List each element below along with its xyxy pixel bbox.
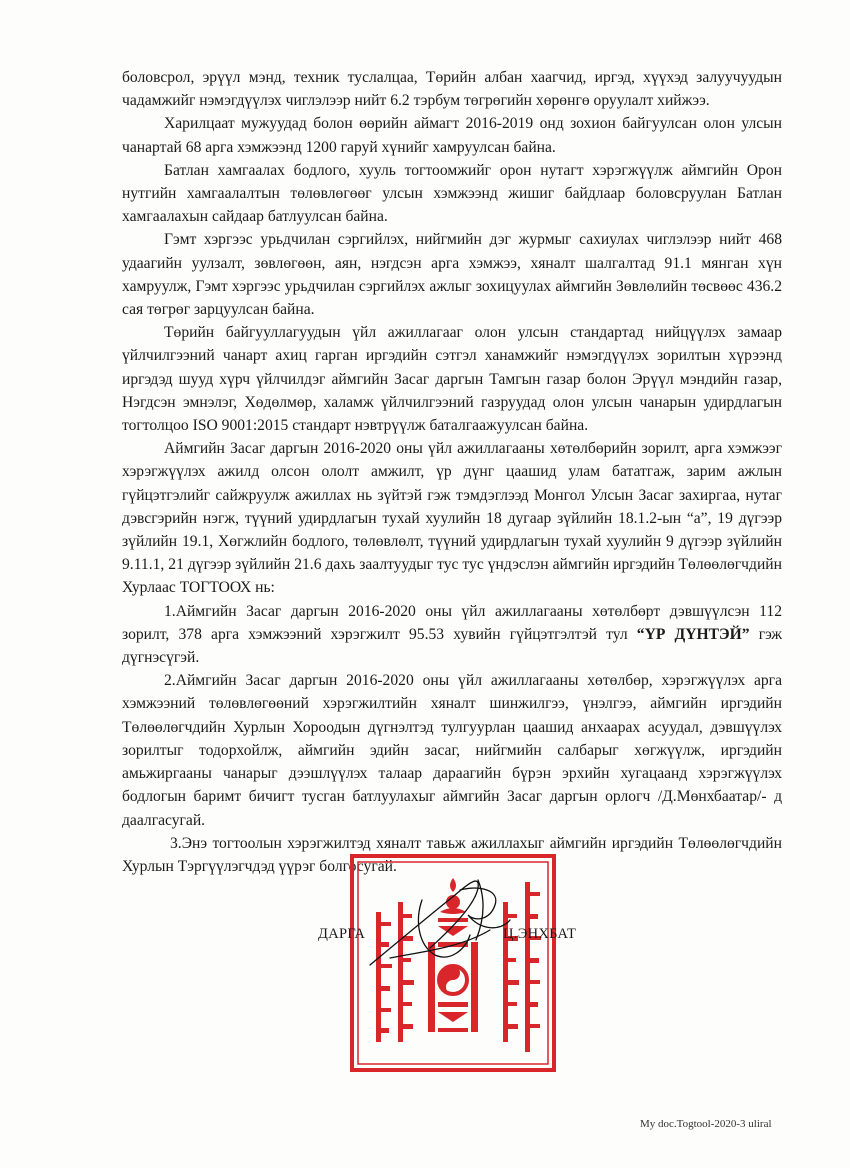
- handwritten-signature-icon: [360, 860, 520, 980]
- paragraph-3: Батлан хамгаалах бодлого, хууль тогтоомжийг орон нутагт хэрэгжүүлж аймгийн Орон нутгийн хамгаалалтын төлөвлөгөөг улсын хэмжээнд жишиг байдлаар боловсруулан Батлан хамгаалахын сайдаар батлуулсан байна.: [122, 161, 782, 226]
- signatory-name: Ц.ЭНХБАТ: [503, 926, 577, 942]
- paragraph-4: Гэмт хэргээс урьдчилан сэргийлэх, нийгмийн дэг журмыг сахиулах чиглэлээр нийт 468 удаагийн уулзалт, зөвлөгөөн, аян, нэгдсэн арга хэмжээ, хяналт шалгалтад 91.1 мянган хүн хамруулж, Гэмт хэргээс урьдчилан сэргийлэх ажлыг зохицуулах аймгийн Зөвлөлийн төсвөөс 436.2 сая төгрөг зарцуулсан байна.: [122, 231, 782, 319]
- paragraph-5: Төрийн байгууллагуудын үйл ажиллагааг олон улсын стандартад нийцүүлэх замаар үйлчилгээний чанарт ахиц гарган иргэдийн сэтгэл ханамжийг нэмэгдүүлэх зорилтын хүрээнд иргэдэд шууд хүрч үйлчилдэг аймгийн Засаг даргын Тамгын газар болон Эрүүл мэндийн газар, Нэгдсэн эмнэлэг, Хөдөлмөр, халамж үйлчилгээний газруудад олон улсын чанарын удирдлагын тогтолцоо ISO 9001:2015 стандарт нэвтрүүлж баталгаажуулсан байна.: [122, 324, 782, 435]
- item-1-tail: гэж дүгнэсүгэй.: [122, 625, 782, 667]
- item-1-verdict: “ҮР ДҮНТЭЙ”: [636, 625, 750, 643]
- paragraph-6: Аймгийн Засаг даргын 2016-2020 оны үйл ажиллагааны хөтөлбөрийн зорилт, арга хэмжээг хэрэгжүүлэх ажилд олсон ололт амжилт, үр дүнг цаашид улам бататгаж, зарим ажлын гүйцэтгэлийг сайжруулж ажиллах нь зүйтэй гэж тэмдэглээд Монгол Улсын Засаг захиргаа, нутаг дэвсгэрийн нэгж, түүний удирдлагын тухай хуулийн 18 дугаар зүйлийн 18.1.2-ын “а”, 19 дүгээр зүйлийн 19.1, Хөгжлийн бодлого, төлөвлөлт, түүний удирдлагын тухай хуулийн 9 дүгээр зүйлийн 9.11.1, 21 дүгээр зүйлийн 21.6 дахь заалтуудыг тус тус үндэслэн аймгийн иргэдийн Төлөөлөгчдийн Хурлаас ТОГТООХ нь:: [122, 440, 782, 597]
- paragraph-2: Харилцаат мужуудад болон өөрийн аймагт 2016-2019 онд зохион байгуулсан олон улсын чанартай 68 арга хэмжээнд 1200 гаруй хүнийг хамруулсан байна.: [122, 115, 782, 156]
- paragraph-1: боловсрол, эрүүл мэнд, техник туслалцаа, Төрийн албан хаагчид, иргэд, хүүхэд залуучуудын чадамжийг нэмэгдүүлэх чиглэлээр нийт 6.2 тэрбум төгрөгийн хөрөнгө оруулалт хийжээ.: [122, 69, 782, 110]
- signatory-title: ДАРГА: [318, 926, 366, 942]
- resolution-item-3: 3.Энэ тогтоолын хэрэгжилтэд хяналт тавьж ажиллахыг аймгийн иргэдийн Төлөөлөгчдийн Хурлын Тэргүүлэгчдэд үүрэг болгосугай.: [122, 834, 782, 875]
- footer-file-reference: My doc.Togtool-2020-3 uliral: [640, 1118, 772, 1130]
- resolution-item-1: [122, 600, 782, 670]
- document-body: [122, 66, 782, 878]
- resolution-item-2: 2.Аймгийн Засаг даргын 2016-2020 оны үйл ажиллагааны хөтөлбөр, хэрэгжүүлэх арга хэмжээний төлөвлөгөөний хэрэгжилтийн хяналт шинжилгээ, үнэлгээ, аймгийн иргэдийн Төлөөлөгчдийн Хурлын Хороодын дүгнэлтэд тулгуурлан цаашид анхаарах асуудал, дэвшүүлэх зорилтыг тодорхойлж, аймгийн эдийн засаг, нийгмийн салбарыг хөгжүүлж, иргэдийн амьжиргааны чанарыг дээшлүүлэх талаар дараагийн бүрэн эрхийн хугацаанд хэрэгжүүлэх бодлогын баримт бичигт тусган батлуулахыг аймгийн Засаг даргын орлогч /Д.Мөнхбаатар/- д даалгасугай.: [122, 672, 782, 829]
- item-1-text: 1.Аймгийн Засаг даргын 2016-2020 оны үйл ажиллагааны хөтөлбөрт дэвшүүлсэн 112 зорилт, 378 арга хэмжээний хэрэгжилт 95.53 хувийн гүйцэтгэлтэй тул: [122, 602, 782, 643]
